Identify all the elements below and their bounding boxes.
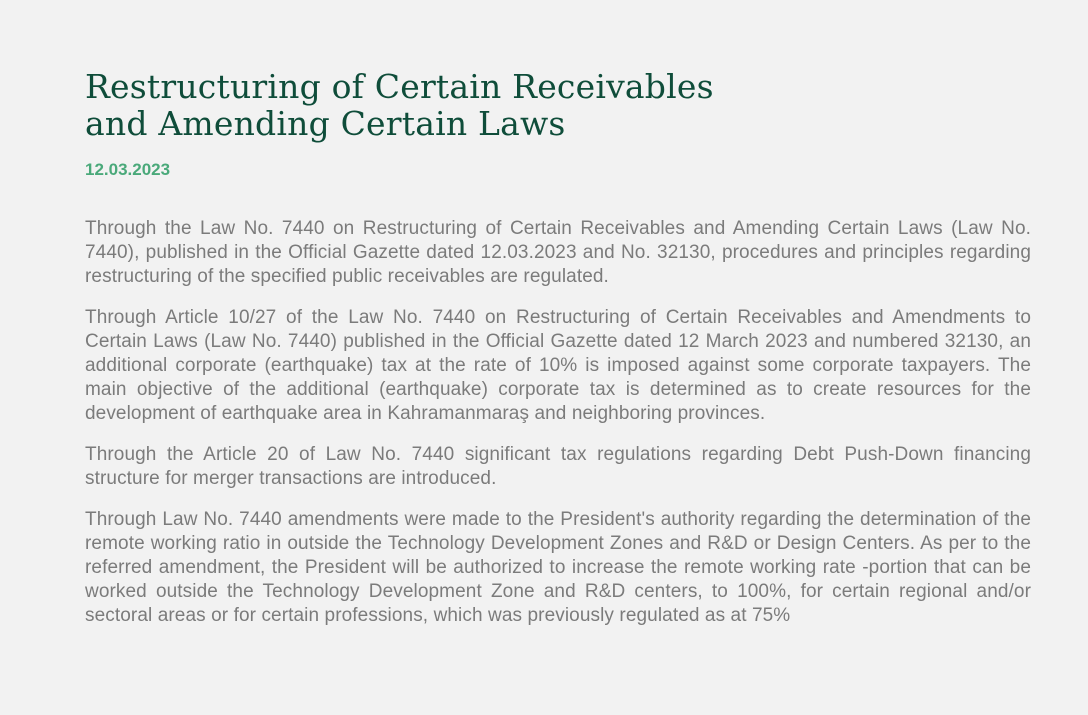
page-title-line-1: Restructuring of Certain Receivables — [85, 67, 714, 106]
paragraph-debt-push-down: Through the Article 20 of Law No. 7440 significant tax regulations regarding Debt Push-Down financing structure for merger transactions are introduced. — [85, 444, 1031, 489]
publish-date: 12.03.2023 — [85, 160, 171, 179]
page-title — [85, 68, 785, 142]
paragraph-restructuring: Through the Law No. 7440 on Restructuring of Certain Receivables and Amending Certain Laws (Law No. 7440), published in the Official Gazette dated 12.03.2023 and No. 32130, procedures and principles regarding restructuring of the specified public receivables are regulated. — [85, 218, 1031, 287]
article — [85, 68, 1031, 645]
page-title-line-2: and Amending Certain Laws — [85, 104, 566, 143]
paragraph-remote-working: Through Law No. 7440 amendments were made to the President's authority regarding the determination of the remote working ratio in outside the Technology Development Zones and R&D or Design Centers. As per to the referred amendment, the President will be authorized to increase the remote working rate -portion that can be worked outside the Technology Development Zone and R&D centers, to 100%, for certain regional and/or sectoral areas or for certain professions, which was previously regulated as at 75% — [85, 509, 1031, 626]
article-body — [85, 217, 1031, 628]
paragraph-earthquake-tax: Through Article 10/27 of the Law No. 7440 on Restructuring of Certain Receivables and Amendments to Certain Laws (Law No. 7440) published in the Official Gazette dated 12 March 2023 and numbered 32130, an additional corporate (earthquake) tax at the rate of 10% is imposed against some corporate taxpayers. The main objective of the additional (earthquake) corporate tax is determined as to create resources for the development of earthquake area in Kahramanmaraş and neighboring provinces. — [85, 307, 1031, 424]
